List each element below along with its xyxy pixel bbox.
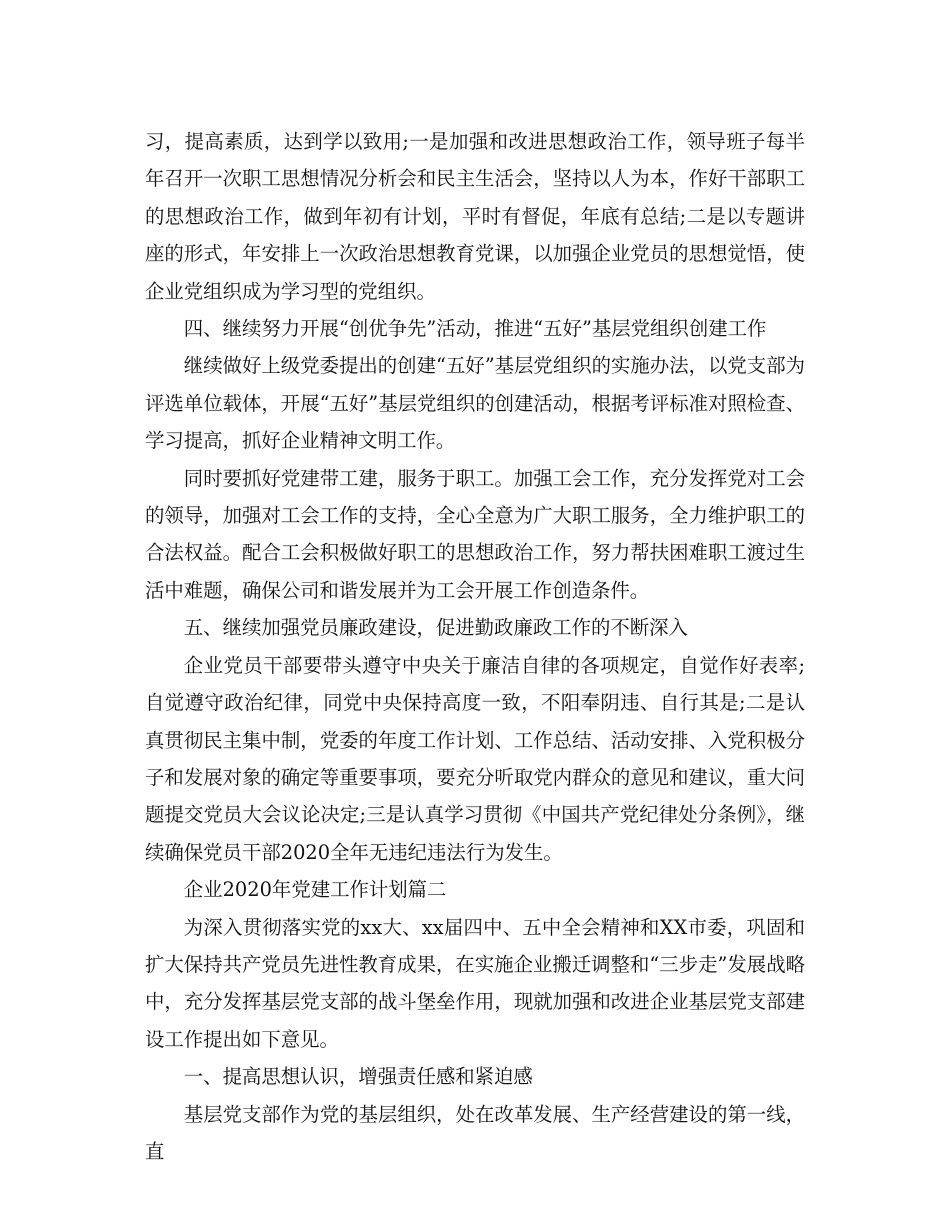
article-title: 企业2020年党建工作计划篇二 [183,878,447,902]
paragraph: 同时要抓好党建带工建，服务于职工。加强工会工作，充分发挥党对工会的领导，加强对工会工作的支持，全心全意为广大职工服务，全力维护职工的合法权益。配合工会积极做好职工的思想政治工作，努力帮扶困难职工渡过生活中难题，确保公司和谐发展并为工会开展工作创造条件。 [145,466,805,602]
document-page [145,123,805,1170]
section-heading-4: 四、继续努力开展“创优争先”活动，推进“五好”基层党组织创建工作 [183,317,767,341]
paragraph-continuation: 习，提高素质，达到学以致用;一是加强和改进思想政治工作，领导班子每半年召开一次职工思想情况分析会和民主生活会，坚持以人为本，作好干部职工的思想政治工作，做到年初有计划，平时有督促，年底有总结;二是以专题讲座的形式，年安排上一次政治思想教育党课，以加强企业党员的思想觉悟，使企业党组织成为学习型的党组织。 [145,130,805,303]
paragraph: 基层党支部作为党的基层组织，处在改革发展、生产经营建设的第一线，直 [145,1102,805,1163]
section-heading-1: 一、提高思想认识，增强责任感和紧迫感 [183,1065,533,1089]
paragraph: 企业党员干部要带头遵守中央关于廉洁自律的各项规定，自觉作好表率;自觉遵守政治纪律，同党中央保持高度一致，不阳奉阴违、自行其是;二是认真贯彻民主集中制，党委的年度工作计划、工作总结、活动安排、入党积极分子和发展对象的确定等重要事项，要充分听取党内群众的意见和建议，重大问题提交党员大会议论决定;三是认真学习贯彻《中国共产党纪律处分条例》，继续确保党员干部2020全年无违纪违法行为发生。 [145,653,805,864]
paragraph: 为深入贯彻落实党的xx大、xx届四中、五中全会精神和XX市委，巩固和扩大保持共产党员先进性教育成果，在实施企业搬迁调整和“三步走”发展战略中，充分发挥基层党支部的战斗堡垒作用，现就加强和改进企业基层党支部建设工作提出如下意见。 [145,915,805,1051]
section-heading-5: 五、继续加强党员廉政建设，促进勤政廉政工作的不断深入 [183,616,688,640]
paragraph: 继续做好上级党委提出的创建“五好”基层党组织的实施办法，以党支部为评选单位载体，开展“五好”基层党组织的创建活动，根据考评标准对照检查、学习提高，抓好企业精神文明工作。 [145,354,805,453]
